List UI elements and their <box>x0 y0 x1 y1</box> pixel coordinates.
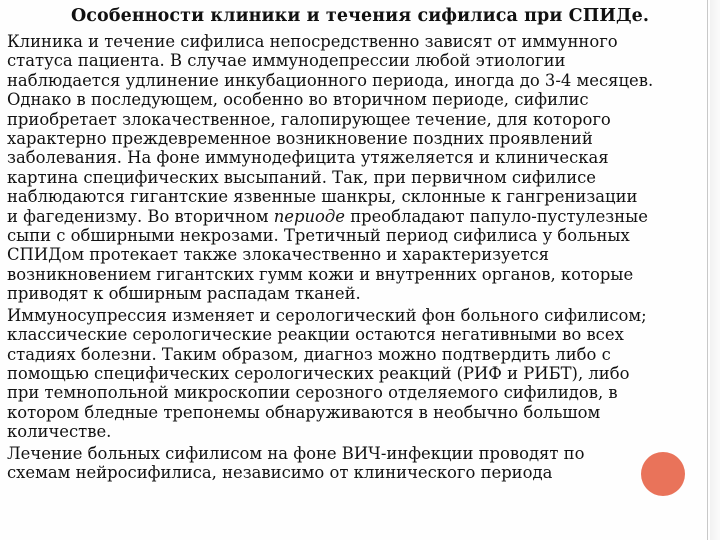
text-line: наблюдаются гигантские язвенные шанкры, склонные к гангренизации <box>7 187 638 207</box>
slide-edge-shadow <box>710 0 720 540</box>
text-line: помощью специфических серологических реакций (РИФ и РИБТ), либо <box>7 363 630 383</box>
text-line: Однако в последующем, особенно во вторичном периоде, сифилис <box>7 90 589 110</box>
text-line: классические серологические реакции остаются негативными во всех <box>7 325 624 345</box>
slide-title: Особенности клиники и течения сифилиса при СПИДе. <box>70 6 650 26</box>
text-line: стадиях болезни. Таким образом, диагноз можно подтвердить либо с <box>7 344 611 364</box>
slide-body <box>7 32 709 482</box>
text-line: приобретает злокачественное, галопирующее течение, для которого <box>7 109 611 129</box>
text-line: характерно преждевременное возникновение поздних проявлений <box>7 129 593 149</box>
text-line: статуса пациента. В случае иммунодепрессии любой этиологии <box>7 51 566 71</box>
text-line: заболевания. На фоне иммунодефицита утяжеляется и клиническая <box>7 148 609 168</box>
text-line: сыпи с обширными некрозами. Третичный период сифилиса у больных <box>7 226 630 246</box>
text-line: приводят к обширным распадам тканей. <box>7 284 361 304</box>
text-line-with-emphasis <box>7 207 709 226</box>
text-line: Лечение больных сифилисом на фоне ВИЧ-инфекции проводят по <box>7 443 585 463</box>
decorative-circle <box>641 452 685 496</box>
text-line: наблюдается удлинение инкубационного периода, иногда до 3-4 месяцев. <box>7 70 654 90</box>
text-line: количестве. <box>7 422 112 442</box>
text-segment: и фагеденизму. Во вторичном <box>7 206 274 226</box>
text-segment: преобладают папуло-пустулезные <box>344 206 648 226</box>
text-line: Клиника и течение сифилиса непосредственно зависят от иммунного <box>7 32 618 51</box>
text-line: схемам нейросифилиса, независимо от клинического периода <box>7 462 553 482</box>
paragraph-treatment <box>7 444 709 483</box>
text-line: котором бледные трепонемы обнаруживаются в необычно большом <box>7 402 601 422</box>
paragraph-immunosuppression <box>7 306 709 442</box>
text-line: СПИДом протекает также злокачественно и характеризуется <box>7 245 549 265</box>
text-line: Иммуносупрессия изменяет и серологический фон больного сифилисом; <box>7 305 647 325</box>
paragraph-clinical-course <box>7 32 709 304</box>
text-line: при темнопольной микроскопии серозного отделяемого сифилидов, в <box>7 383 618 403</box>
text-line: картина специфических высыпаний. Так, при первичном сифилисе <box>7 167 597 187</box>
text-line: возникновением гигантских гумм кожи и внутренних органов, которые <box>7 264 634 284</box>
emphasized-word: периоде <box>273 206 345 226</box>
